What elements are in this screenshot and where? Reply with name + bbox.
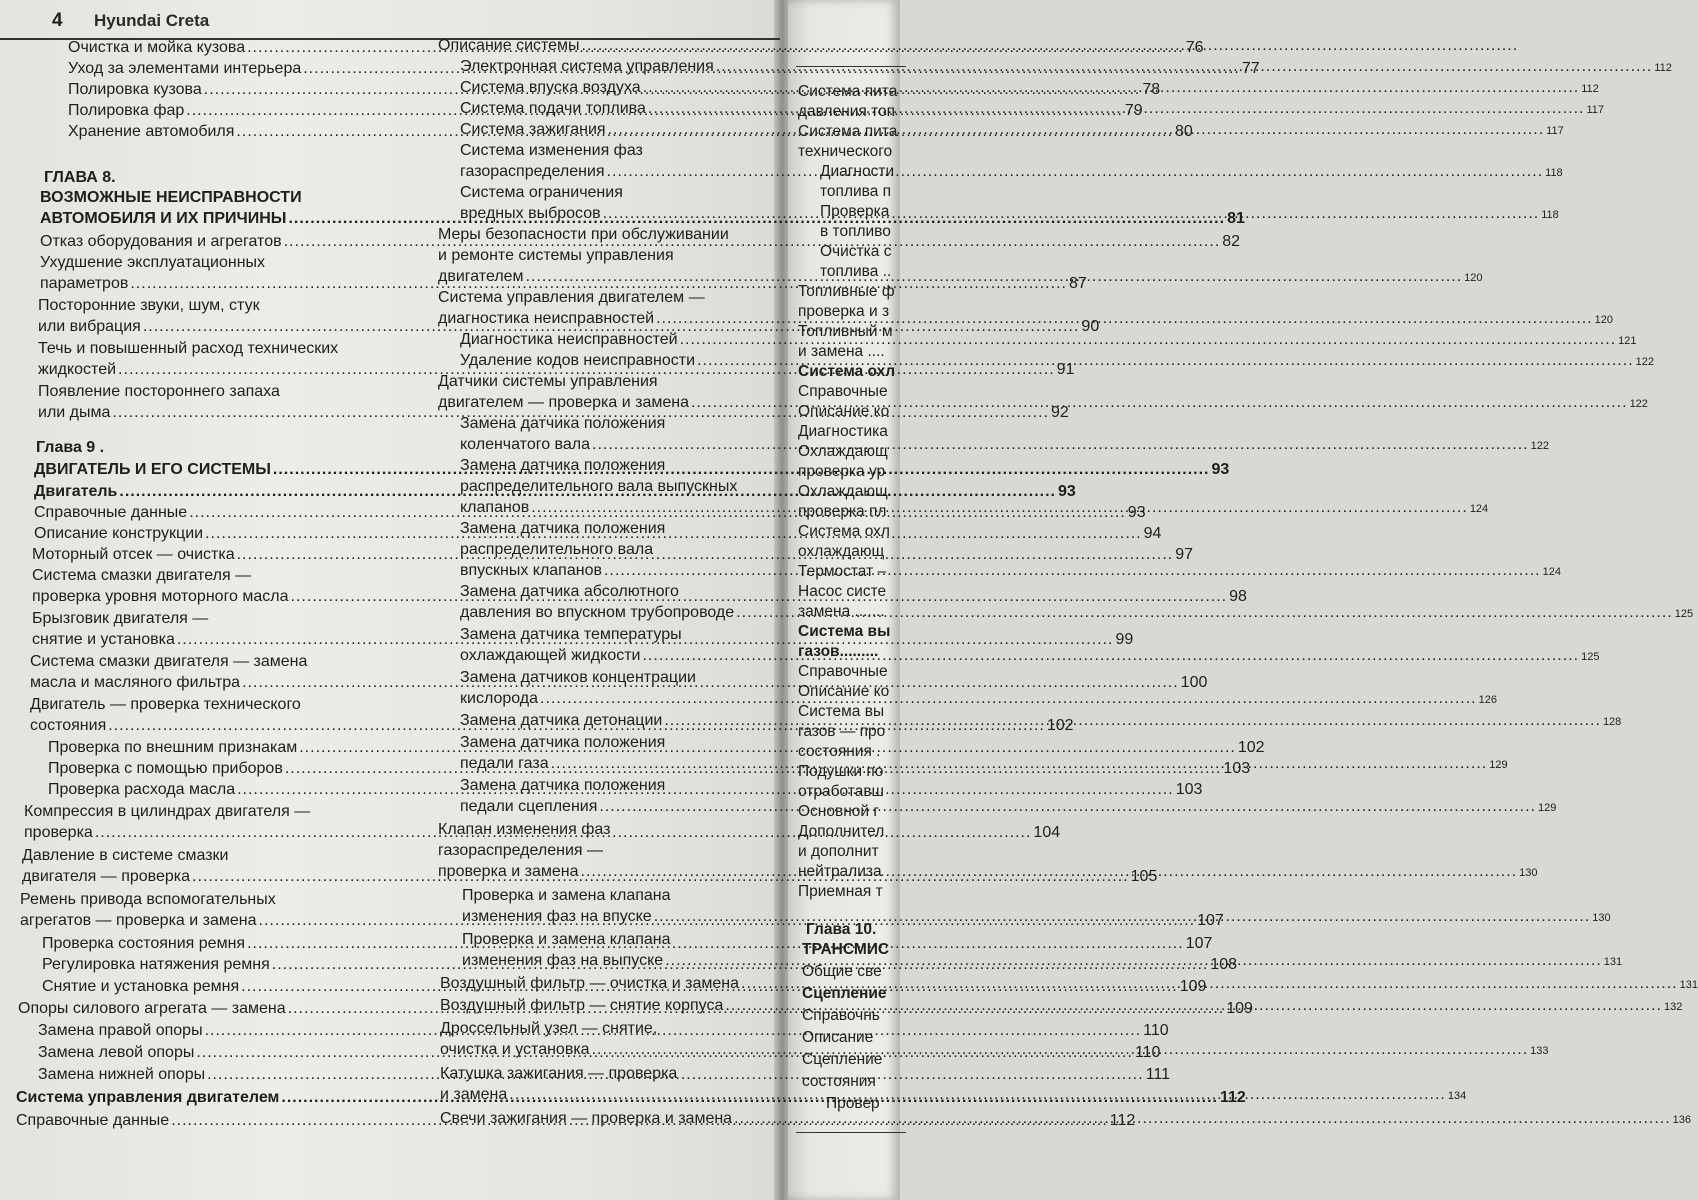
right-page-toc-line: проверка ур: [798, 463, 886, 480]
toc-entry-title: Хранение автомобиля: [68, 123, 235, 140]
toc-entry-title: Система смазки двигателя —: [32, 567, 252, 584]
toc-entry-title: проверка и замена: [438, 863, 579, 880]
toc-entry-page: 111: [1145, 1066, 1171, 1083]
toc-entry-title: Проверка расхода масла: [48, 781, 236, 798]
toc-entry-title: параметров: [40, 275, 129, 292]
right-page-toc-line: замена .......: [798, 603, 885, 620]
toc-entry-page: 105: [1130, 868, 1158, 885]
leader-dots: [608, 121, 1545, 138]
right-page-toc-line: Топливные ф: [798, 283, 895, 300]
right-page-toc-line: Термостат –: [798, 563, 887, 580]
toc-entry-title: Полировка кузова: [68, 81, 202, 98]
toc-entry-title: клапанов: [460, 499, 530, 516]
toc-entry-title: распределительного вала: [460, 541, 654, 558]
toc-entry-title: Глава 9 .: [36, 439, 105, 456]
toc-entry-title: Ухудшение эксплуатационных: [40, 254, 266, 271]
toc-entry-page: 98: [1229, 588, 1247, 605]
toc-entry-title: изменения фаз на выпуске: [462, 952, 664, 969]
toc-entry-title: коленчатого вала: [460, 436, 591, 453]
toc-entry-page: 94: [1143, 525, 1162, 542]
toc-entry-page: 100: [1180, 674, 1208, 691]
toc-entry-page: 76: [1185, 39, 1204, 56]
right-page-toc-line: Провер: [826, 1095, 880, 1112]
toc-entry-page: 102: [1237, 739, 1265, 756]
toc-entry-title: Воздушный фильтр — снятие корпуса: [440, 997, 724, 1014]
toc-entry-page: 92: [1050, 404, 1069, 421]
right-page-toc-line: проверка пл: [798, 503, 887, 520]
toc-entry-title: Замена датчика положения: [460, 457, 666, 474]
toc-entry-page: 91: [1056, 361, 1075, 378]
leader-dots: [607, 163, 1544, 180]
toc-entry-title: Появление постороннего запаха: [38, 383, 280, 400]
leader-dots: [582, 37, 1519, 54]
toc-entry-title: педали газа: [460, 755, 549, 772]
toc-entry-page: 110: [1143, 1022, 1169, 1039]
right-page-toc-line: нейтрализа: [798, 863, 882, 880]
right-page-toc-line: Очистка с: [820, 243, 892, 260]
right-page-toc-line: отработавш: [798, 783, 884, 800]
leader-dots: [509, 1086, 1446, 1103]
right-page-toc-line: Приемная т: [798, 883, 883, 900]
toc-entry-title: Меры безопасности при обслуживании: [438, 226, 729, 243]
toc-entry-title: распределительного вала выпускных: [460, 478, 738, 495]
toc-entry-page: 124: [1542, 566, 1561, 578]
leader-dots: [691, 394, 1628, 411]
toc-entry-title: Система ограничения: [460, 184, 623, 201]
toc-entry-title: двигателя — проверка: [22, 868, 191, 885]
leader-dots: [664, 712, 1601, 729]
toc-entry-page: 134: [1447, 1090, 1467, 1102]
toc-entry-page: 81: [1227, 210, 1245, 227]
toc-entry-title: Диагностика неисправностей: [460, 331, 678, 348]
right-page-toc-line: в топливо: [820, 223, 891, 240]
toc-entry-title: кислорода: [460, 690, 539, 707]
right-page-toc-line: Общие све: [802, 963, 882, 980]
toc-entry-page: 118: [1541, 209, 1559, 221]
toc-entry-title: Справочные данные: [16, 1112, 170, 1129]
toc-entry-page: 109: [1179, 978, 1207, 995]
toc-entry-page: 102: [1046, 717, 1074, 734]
right-page-toc-line: Описание ко: [798, 403, 890, 420]
toc-entry-page: 112: [1581, 83, 1599, 95]
toc-entry-title: ДВИГАТЕЛЬ И ЕГО СИСТЕМЫ: [34, 461, 271, 478]
toc-entry-page: 125: [1581, 651, 1600, 663]
right-page-toc-line: и замена ....: [798, 343, 885, 360]
toc-entry-page: 129: [1537, 802, 1557, 814]
leader-dots: [665, 952, 1602, 969]
right-page-toc-line: Справочнь: [802, 1007, 880, 1024]
toc-entry-page: 128: [1602, 716, 1622, 728]
toc-entry-page: 78: [1142, 81, 1161, 98]
right-page-toc-line: Сцепление: [802, 1051, 883, 1068]
right-page-toc-line: Диагности: [820, 163, 895, 180]
right-page-toc-line: Система пита: [798, 123, 898, 140]
right-page-toc-line: Подушки по: [798, 763, 884, 780]
toc-entry-page: 107: [1197, 912, 1224, 929]
toc-entry-page: 120: [1594, 314, 1614, 326]
toc-entry-page: 80: [1175, 123, 1193, 140]
toc-entry-title: диагностика неисправностей: [438, 310, 655, 327]
leader-dots: [734, 1110, 1671, 1127]
toc-entry-title: Проверка и замена клапана: [462, 931, 671, 948]
toc-entry-title: Система управления двигателем —: [438, 289, 705, 306]
right-page-toc-line: Дополнител: [798, 823, 885, 840]
toc-entry-title: Замена датчика положения: [460, 777, 666, 794]
leader-dots: [741, 975, 1678, 992]
toc-entry-title: Замена датчика положения: [460, 415, 666, 432]
right-page-bottom-rule: [796, 1132, 906, 1133]
toc-entry-title: и замена: [440, 1086, 508, 1103]
toc-entry-title: Опоры силового агрегата — замена: [18, 1000, 286, 1017]
toc-entry-title: Система смазки двигателя — замена: [30, 653, 308, 670]
toc-entry-page: 124: [1469, 503, 1489, 515]
toc-entry-title: проверка уровня моторного масла: [32, 588, 289, 605]
toc-entry-page: 87: [1068, 275, 1087, 292]
right-page-toc-line: Система вы: [798, 703, 885, 720]
toc-entry-title: очистка и установка: [440, 1041, 590, 1058]
right-page-toc-line: проверка и з: [798, 303, 890, 320]
toc-entry-page: 131: [1603, 956, 1623, 968]
right-page-toc-line: Диагностика: [798, 423, 888, 440]
right-page-toc-line: Система вы: [798, 623, 891, 640]
leader-dots: [736, 604, 1673, 621]
toc-entry-page: 112: [1219, 1089, 1246, 1106]
right-page-toc-line: газов.........: [798, 643, 879, 660]
leader-dots: [592, 1041, 1529, 1058]
toc-entry-page: 93: [1211, 461, 1230, 478]
right-page-toc-line: Сцепление: [802, 985, 887, 1002]
toc-entry-title: жидкостей: [38, 361, 117, 378]
leader-dots: [299, 739, 1236, 756]
toc-entry-title: педали сцепления: [460, 798, 598, 815]
toc-entry-title: Давление в системе смазки: [22, 847, 229, 864]
toc-entry-title: Уход за элементами интерьера: [68, 60, 302, 77]
toc-entry-title: Справочные данные: [34, 504, 188, 521]
book-title: Hyundai Creta: [94, 11, 210, 30]
toc-entry-title: Свечи зажигания — проверка и замена: [440, 1110, 733, 1127]
toc-entry-title: проверка: [24, 824, 93, 841]
toc-entry-title: снятие и установка: [32, 631, 175, 648]
toc-entry-title: газораспределения —: [438, 842, 603, 859]
toc-entry-page: 132: [1663, 1001, 1683, 1013]
toc-entry-title: охлаждающей жидкости: [460, 647, 641, 664]
toc-entry-title: изменения фаз на впуске: [462, 908, 652, 925]
toc-entry-title: Течь и повышенный расход технических: [38, 340, 339, 357]
toc-entry-title: Электронная система управления: [460, 58, 714, 75]
right-page-toc-line: охлаждающ: [798, 543, 885, 560]
toc-entry-title: Замена датчика положения: [460, 520, 666, 537]
toc-entry-page: 125: [1674, 608, 1694, 620]
toc-entry-title: Замена нижней опоры: [38, 1066, 206, 1083]
toc-entry-title: давления во впускном трубопроводе: [460, 604, 735, 621]
right-page-toc-line: Справочные: [798, 383, 888, 400]
leader-dots: [654, 908, 1591, 925]
right-page-toc-line: состояния .: [798, 743, 881, 760]
leader-dots: [592, 436, 1529, 453]
toc-entry-page: 118: [1545, 167, 1563, 179]
right-page-toc-line: давления топ: [798, 103, 896, 120]
toc-entry: [44, 168, 402, 189]
leader-dots: [581, 863, 1518, 880]
toc-entry-page: 122: [1530, 440, 1549, 452]
toc-entry-title: вредных выбросов: [460, 205, 601, 222]
right-page-toc-line: Справочные: [798, 663, 888, 680]
right-page-toc-line: Описание ко: [798, 683, 890, 700]
right-page-toc-line: Основной г: [798, 803, 880, 820]
toc-entry-title: Снятие и установка ремня: [42, 978, 240, 995]
toc-entry-title: Компрессия в цилиндрах двигателя —: [24, 803, 311, 820]
toc-entry-title: Посторонние звуки, шум, стук: [38, 297, 260, 314]
right-page-toc-line: состояния: [802, 1073, 876, 1090]
toc-entry-title: Замена датчика абсолютного: [460, 583, 679, 600]
toc-entry-page: 82: [1222, 233, 1240, 250]
toc-entry-title: Катушка зажигания — проверка: [440, 1065, 678, 1082]
toc-entry-title: Клапан изменения фаз: [438, 821, 611, 838]
toc-entry-page: 120: [1464, 272, 1483, 284]
toc-entry-title: Проверка с помощью приборов: [48, 760, 283, 777]
toc-entry-title: Брызговик двигателя —: [32, 610, 209, 627]
right-page-toc-line: топлива п: [820, 183, 892, 200]
leader-dots: [540, 690, 1477, 707]
right-page-toc-line: газов — про: [798, 723, 886, 740]
leader-dots: [603, 205, 1540, 222]
toc-entry-title: ВОЗМОЖНЫЕ НЕИСПРАВНОСТИ: [40, 189, 302, 206]
toc-entry-title: или вибрация: [38, 318, 141, 335]
toc-entry-title: Система зажигания: [460, 121, 606, 138]
toc-entry-title: или дыма: [38, 404, 111, 421]
toc-entry-title: впускных клапанов: [460, 562, 602, 579]
toc-entry-page: 93: [1057, 483, 1076, 500]
toc-entry-page: 117: [1546, 125, 1564, 137]
toc-entry-title: Датчики системы управления: [438, 373, 658, 390]
toc-entry-page: 121: [1618, 335, 1637, 347]
leader-dots: [656, 310, 1593, 327]
toc-entry: [438, 36, 762, 57]
toc-entry-title: Замена датчика положения: [460, 734, 666, 751]
toc-entry-page: 107: [1185, 935, 1213, 952]
leader-dots: [725, 997, 1662, 1014]
leader-dots: [604, 562, 1541, 579]
leader-dots: [599, 798, 1536, 815]
toc-entry-title: Описание конструкции: [34, 525, 204, 542]
toc-entry-title: газораспределения: [460, 163, 605, 180]
toc-entry-title: Замена датчиков концентрации: [460, 669, 696, 686]
toc-entry: [36, 438, 402, 459]
toc-entry-page: 112: [1654, 62, 1672, 74]
toc-entry-title: агрегатов — проверка и замена: [20, 912, 257, 929]
toc-entry-title: Двигатель — проверка технического: [30, 696, 301, 713]
right-page-toc-line: Проверка: [820, 203, 890, 220]
leader-dots: [643, 79, 1580, 96]
toc-entry-title: Проверка и замена клапана: [462, 887, 671, 904]
toc-entry-page: 103: [1175, 781, 1203, 798]
toc-entry-page: 99: [1115, 631, 1134, 648]
right-page-toc-line: и дополнит: [798, 843, 879, 860]
leader-dots: [531, 499, 1468, 516]
right-page-toc-line: Система охл: [798, 363, 896, 380]
toc-entry-title: Замена левой опоры: [38, 1044, 195, 1061]
toc-entry-title: Замена датчика детонации: [460, 712, 663, 729]
toc-entry-page: 122: [1635, 356, 1654, 368]
right-page-toc-line: Система охл: [798, 523, 890, 540]
toc-entry-page: 130: [1592, 912, 1611, 924]
leader-dots: [680, 331, 1617, 348]
toc-entry-title: Регулировка натяжения ремня: [42, 956, 270, 973]
toc-entry-page: 126: [1478, 694, 1497, 706]
toc-entry-title: Ремень привода вспомогательных: [20, 891, 276, 908]
right-page-toc-line: топлива ..: [820, 263, 892, 280]
toc-entry-page: 104: [1033, 824, 1061, 841]
leader-dots: [648, 100, 1585, 117]
right-page-toc-line: Охлаждающ: [798, 483, 888, 500]
toc-entry-title: Система впуска воздуха: [460, 79, 641, 96]
toc-entry-page: 133: [1530, 1045, 1549, 1057]
toc-entry-title: Система изменения фаз: [460, 142, 643, 159]
right-page-toc-line: Система пита: [798, 83, 898, 100]
toc-entry-page: 131: [1679, 979, 1698, 991]
leader-dots: [551, 755, 1488, 772]
toc-entry-title: состояния: [30, 717, 107, 734]
right-page-toc-line: Глава 10.: [806, 921, 877, 938]
toc-entry-title: Проверка по внешним признакам: [48, 739, 298, 756]
leader-dots: [526, 268, 1463, 285]
toc-entry-page: 93: [1127, 504, 1146, 521]
page-number: 4: [52, 10, 63, 31]
toc-entry-title: Описание системы: [438, 37, 580, 54]
right-page-toc-line: технического: [798, 143, 893, 160]
toc-entry-page: 130: [1519, 867, 1538, 879]
toc-entry-title: двигателем — проверка и замена: [438, 394, 689, 411]
toc-entry-title: Дроссельный узел — снятие,: [440, 1020, 658, 1037]
toc-entry-page: 109: [1226, 1000, 1253, 1017]
toc-entry-title: Проверка состояния ремня: [42, 935, 246, 952]
leader-dots: [642, 647, 1579, 664]
toc-entry-page: 79: [1124, 102, 1143, 119]
leader-dots: [697, 352, 1634, 369]
toc-entry-title: Удаление кодов неисправности: [460, 352, 696, 369]
toc-entry-page: 90: [1081, 318, 1100, 335]
toc-entry-title: Двигатель: [34, 483, 118, 500]
toc-entry-page: 110: [1134, 1044, 1161, 1061]
toc-entry-title: Замена датчика температуры: [460, 626, 682, 643]
toc-entry-title: Система управления двигателем: [16, 1089, 280, 1106]
toc-entry-page: 77: [1241, 60, 1260, 77]
toc-entry-title: Система подачи топлива: [460, 100, 646, 117]
toc-entry-title: Воздушный фильтр — очистка и замена: [440, 975, 739, 992]
right-page-toc-line: Насос систе: [798, 583, 887, 600]
toc-entry-page: 129: [1489, 759, 1508, 771]
right-page-toc-line: Топливный м: [798, 323, 893, 340]
toc-entry-title: Очистка и мойка кузова: [68, 39, 246, 56]
right-page-toc-line: Описание: [802, 1029, 874, 1046]
toc-entry-page: 103: [1223, 760, 1251, 777]
right-page-toc-line: Охлаждающ: [798, 443, 888, 460]
toc-entry-title: и ремонте системы управления: [438, 247, 674, 264]
leader-dots: [716, 58, 1653, 75]
toc-entry-title: Отказ оборудования и агрегатов: [40, 233, 282, 250]
toc-entry-page: 108: [1210, 956, 1238, 973]
toc-entry-page: 117: [1586, 104, 1605, 116]
toc-entry-title: АВТОМОБИЛЯ И ИХ ПРИЧИНЫ: [40, 210, 287, 227]
right-page-toc-line: ТРАНСМИС: [802, 941, 890, 958]
toc-entry-page: 122: [1629, 398, 1648, 410]
toc-entry-title: двигателем: [438, 268, 524, 285]
toc-entry-title: Полировка фар: [68, 102, 185, 119]
toc-entry-title: ГЛАВА 8.: [44, 169, 116, 186]
toc-entry-title: масла и масляного фильтра: [30, 674, 241, 691]
toc-entry-page: 136: [1672, 1114, 1692, 1126]
toc-entry-page: 112: [1109, 1112, 1136, 1129]
toc-entry-title: Моторный отсек — очистка: [32, 546, 235, 563]
toc-entry-title: Замена правой опоры: [38, 1022, 203, 1039]
toc-entry-page: 97: [1175, 546, 1193, 563]
